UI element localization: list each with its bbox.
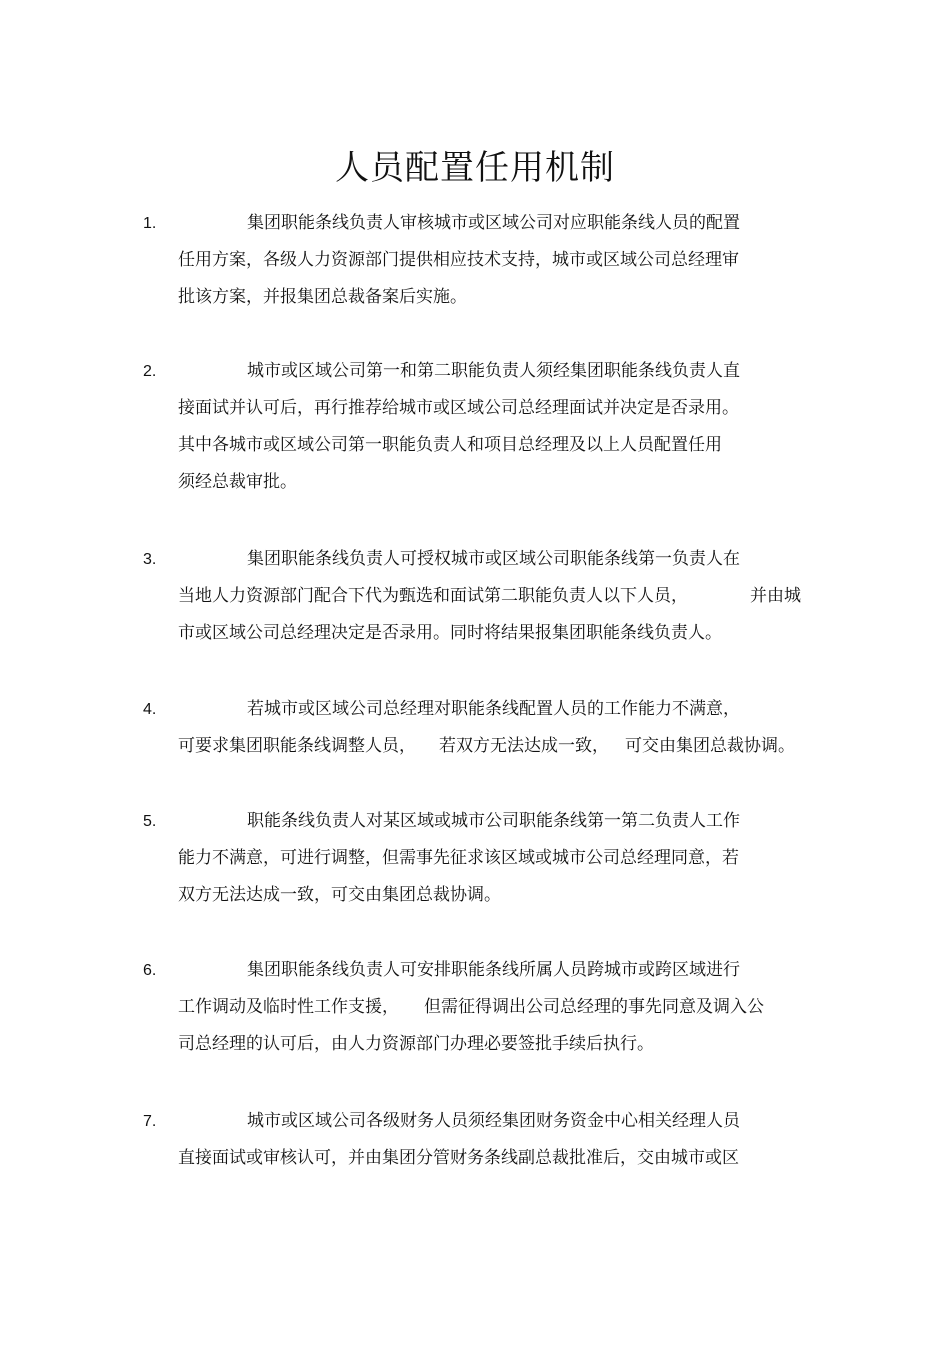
item-text-line: 城市或区域公司第一和第二职能负责人须经集团职能条线负责人直 bbox=[247, 361, 740, 381]
item-text-line: 当地人力资源部门配合下代为甄选和面试第二职能负责人以下人员， bbox=[178, 586, 688, 606]
item-text-line: 任用方案，各级人力资源部门提供相应技术支持，城市或区域公司总经理审 bbox=[178, 250, 739, 270]
item-text-line: 其中各城市或区域公司第一职能负责人和项目总经理及以上人员配置任用 bbox=[178, 435, 722, 455]
item-text-line: 可要求集团职能条线调整人员， bbox=[178, 736, 416, 756]
item-text-line: 集团职能条线负责人可安排职能条线所属人员跨城市或跨区域进行 bbox=[247, 960, 740, 980]
item-text-line: 能力不满意，可进行调整，但需事先征求该区域或城市公司总经理同意，若 bbox=[178, 848, 739, 868]
item-text-segment: 并由城 bbox=[750, 586, 801, 606]
item-text-line: 职能条线负责人对某区域或城市公司职能条线第一第二负责人工作 bbox=[247, 811, 740, 831]
item-text-line: 接面试并认可后，再行推荐给城市或区域公司总经理面试并决定是否录用。 bbox=[178, 398, 739, 418]
item-text-line: 集团职能条线负责人审核城市或区域公司对应职能条线人员的配置 bbox=[247, 213, 740, 233]
item-number: 5. bbox=[143, 813, 157, 830]
item-text-line: 双方无法达成一致，可交由集团总裁协调。 bbox=[178, 885, 501, 905]
item-number: 4. bbox=[143, 701, 157, 718]
item-text-line: 批该方案，并报集团总裁备案后实施。 bbox=[178, 287, 467, 307]
item-number: 6. bbox=[143, 962, 157, 979]
item-text-line: 司总经理的认可后，由人力资源部门办理必要签批手续后执行。 bbox=[178, 1034, 654, 1054]
item-text-segment: 若双方无法达成一致， bbox=[439, 736, 609, 756]
item-text-line: 集团职能条线负责人可授权城市或区域公司职能条线第一负责人在 bbox=[247, 549, 740, 569]
item-text-line: 须经总裁审批。 bbox=[178, 472, 297, 492]
item-text-line: 市或区域公司总经理决定是否录用。同时将结果报集团职能条线负责人。 bbox=[178, 623, 722, 643]
item-number: 1. bbox=[143, 215, 157, 232]
item-text-segment: 但需征得调出公司总经理的事先同意及调入公 bbox=[424, 997, 764, 1017]
item-text-line: 若城市或区域公司总经理对职能条线配置人员的工作能力不满意， bbox=[247, 699, 740, 719]
item-text-line: 直接面试或审核认可，并由集团分管财务条线副总裁批准后，交由城市或区 bbox=[178, 1148, 739, 1168]
item-number: 7. bbox=[143, 1113, 157, 1130]
item-number: 2. bbox=[143, 363, 157, 380]
item-text-segment: 可交由集团总裁协调。 bbox=[625, 736, 795, 756]
item-number: 3. bbox=[143, 551, 157, 568]
page-title: 人员配置任用机制 bbox=[335, 147, 615, 188]
item-text-line: 城市或区域公司各级财务人员须经集团财务资金中心相关经理人员 bbox=[247, 1111, 740, 1131]
item-text-line: 工作调动及临时性工作支援， bbox=[178, 997, 399, 1017]
